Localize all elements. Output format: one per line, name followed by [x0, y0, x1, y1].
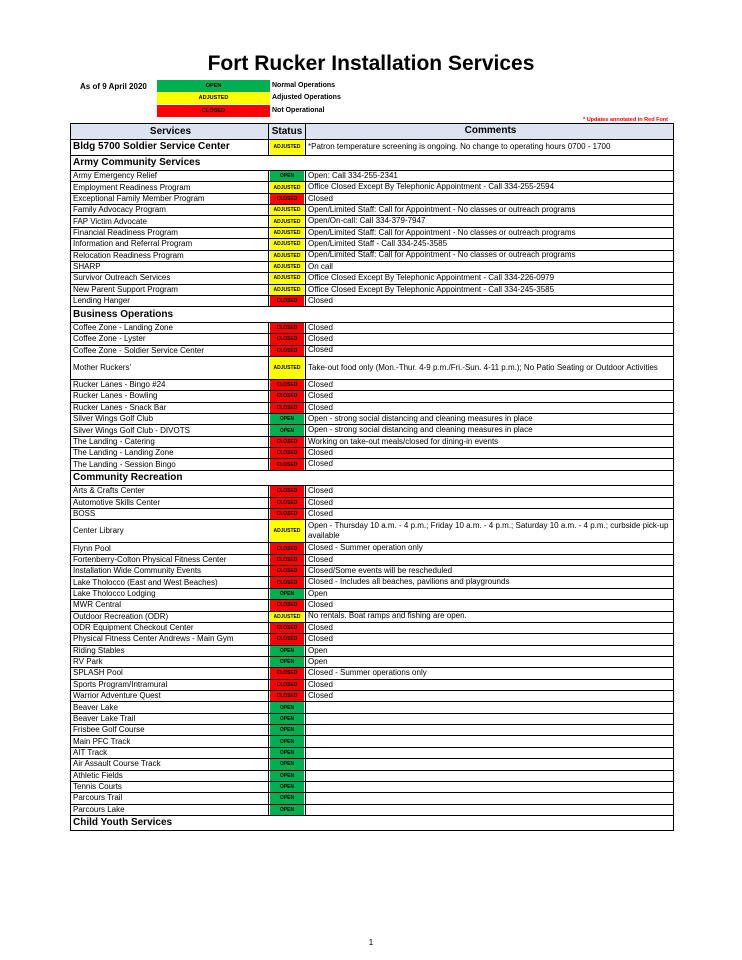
table-row: [71, 758, 673, 769]
table-row: [71, 622, 673, 633]
comment-cell: Closed: [308, 334, 333, 344]
status-cell: [269, 509, 306, 519]
comment-cell: [306, 759, 673, 769]
services-column-header: Services: [71, 124, 269, 139]
status-cell: [269, 680, 306, 690]
status-badge: OPEN: [270, 782, 304, 792]
status-column-header: Status: [269, 124, 306, 139]
comment-cell: Open - strong social distancing and cleaning measures in place: [308, 425, 533, 435]
service-name: Parcours Trail: [71, 793, 269, 803]
status-cell: [269, 239, 306, 249]
table-row: [71, 792, 673, 803]
status-badge: CLOSED: [270, 634, 304, 644]
legend-swatch-adjusted: ADJUSTED: [157, 92, 270, 104]
table-row: [71, 447, 673, 458]
comment-cell: Open/Limited Staff: Call for Appointment - No classes or outreach programs: [308, 227, 576, 237]
comment-cell: Closed - Summer operations only: [308, 668, 427, 678]
legend-label-adjusted: Adjusted Operations: [272, 94, 341, 101]
status-badge: ADJUSTED: [270, 228, 304, 238]
status-cell: [269, 486, 306, 496]
status-badge: OPEN: [270, 702, 304, 712]
status-cell: [269, 357, 306, 379]
status-cell: [269, 498, 306, 508]
table-row: [71, 565, 673, 576]
comment-cell: Closed - Includes all beaches, pavilions and playgrounds: [308, 577, 510, 587]
status-badge: OPEN: [270, 171, 304, 181]
comment-cell: Open/Limited Staff: Call for Appointment - No classes or outreach programs: [308, 205, 576, 215]
service-name: ODR Equipment Checkout Center: [71, 623, 269, 633]
comment-cell: [306, 782, 673, 792]
status-cell: [269, 771, 306, 781]
comment-cell: Closed/Some events will be rescheduled: [308, 566, 453, 575]
legend-swatch-closed: CLOSED: [157, 105, 270, 117]
service-name: Silver Wings Golf Club: [71, 414, 269, 424]
table-row: [71, 804, 673, 815]
status-cell: [269, 285, 306, 295]
status-cell: [269, 805, 306, 815]
service-name: Information and Referral Program: [71, 239, 269, 249]
service-name: Arts & Crafts Center: [71, 486, 269, 496]
services-table: [70, 123, 674, 831]
table-row: [71, 713, 673, 724]
comment-cell: *Patron temperature screening is ongoing. No change to operating hours 0700 - 1700: [308, 142, 611, 151]
comment-cell: Closed: [308, 508, 333, 518]
table-row: [71, 667, 673, 678]
table-row: [71, 542, 673, 553]
comment-cell: Closed: [308, 448, 333, 457]
table-row: [71, 690, 673, 701]
table-row: [71, 735, 673, 746]
service-name: Lake Tholocco Lodging: [71, 589, 269, 599]
as-of-date: As of 9 April 2020: [80, 82, 147, 91]
service-name: Fortenberry-Colton Physical Fitness Center: [71, 555, 269, 565]
comment-cell: Office Closed Except By Telephonic Appointment - Call 334-226-0979: [308, 273, 555, 283]
status-badge: ADJUSTED: [270, 205, 304, 215]
status-badge: CLOSED: [270, 498, 304, 508]
comment-cell: [306, 736, 673, 746]
service-name: Frisbee Golf Course: [71, 725, 269, 735]
service-name: Mother Ruckers': [71, 357, 269, 379]
table-row: [71, 576, 673, 587]
table-row: [71, 238, 673, 249]
section-row: [71, 470, 673, 486]
table-row: [71, 250, 673, 261]
comment-cell: Open/On-call: Call 334-379-7947: [308, 216, 426, 226]
comment-cell: On call: [308, 261, 333, 271]
status-cell: [269, 346, 306, 356]
legend-swatch-open: OPEN: [157, 80, 270, 92]
section-row: [71, 815, 673, 831]
table-row: [71, 599, 673, 610]
status-cell: [269, 555, 306, 565]
service-name: SHARP: [71, 262, 269, 272]
section-row: [71, 306, 673, 322]
comment-cell: Open - Thursday 10 a.m. - 4 p.m.; Friday 10 a.m. - 4 p.m.; Saturday 10 a.m. - 4 p.m.; curbside pick-up available: [308, 520, 669, 541]
status-cell: [269, 262, 306, 272]
status-cell: [269, 691, 306, 701]
service-name: Warrior Adventure Quest: [71, 691, 269, 701]
table-row: [71, 519, 673, 542]
service-name: SPLASH Pool: [71, 668, 269, 678]
comment-cell: Closed: [308, 554, 333, 564]
status-cell: [269, 182, 306, 192]
status-badge: CLOSED: [270, 555, 304, 565]
service-name: Family Advocacy Program: [71, 205, 269, 215]
status-badge: CLOSED: [270, 346, 304, 356]
section-row: [71, 155, 673, 171]
status-badge: ADJUSTED: [270, 140, 304, 155]
service-name: Coffee Zone - Soldier Service Center: [71, 346, 269, 356]
status-badge: OPEN: [270, 657, 304, 667]
table-row: [71, 193, 673, 204]
status-cell: [269, 273, 306, 283]
comment-cell: Closed: [308, 600, 333, 610]
status-cell: [269, 140, 306, 155]
comment-cell: [306, 702, 673, 712]
service-name: Survivor Outreach Services: [71, 273, 269, 283]
service-name: Rucker Lanes - Snack Bar: [71, 403, 269, 413]
table-row: [71, 356, 673, 379]
status-badge: ADJUSTED: [270, 520, 304, 542]
table-row: [71, 261, 673, 272]
table-row: [71, 424, 673, 435]
service-name: Athletic Fields: [71, 771, 269, 781]
service-name: The Landing - Landing Zone: [71, 448, 269, 458]
status-badge: CLOSED: [270, 680, 304, 690]
status-badge: CLOSED: [270, 566, 304, 576]
service-name: RV Park: [71, 657, 269, 667]
status-cell: [269, 194, 306, 204]
service-name: Center Library: [71, 520, 269, 542]
table-row: [71, 322, 673, 333]
comment-cell: Take-out food only (Mon.-Thur. 4-9 p.m./Fri.-Sun. 4-11 p.m.); No Patio Seating or Outdoor Activities: [308, 362, 658, 372]
service-name: Exceptional Family Member Program: [71, 194, 269, 204]
table-row: [71, 611, 673, 622]
comment-cell: [306, 771, 673, 781]
comment-cell: Open: [308, 588, 328, 598]
table-row: [71, 770, 673, 781]
status-badge: OPEN: [270, 748, 304, 758]
comment-cell: Closed: [308, 322, 333, 332]
status-badge: OPEN: [270, 714, 304, 724]
table-header: [71, 124, 673, 139]
page-title: Fort Rucker Installation Services: [207, 52, 535, 75]
status-badge: CLOSED: [270, 448, 304, 458]
status-badge: CLOSED: [270, 334, 304, 344]
comment-cell: Closed - Summer operation only: [308, 543, 423, 553]
table-row: [71, 204, 673, 215]
comment-cell: Closed: [308, 193, 333, 203]
service-name: New Parent Support Program: [71, 285, 269, 295]
status-cell: [269, 736, 306, 746]
status-cell: [269, 759, 306, 769]
comment-cell: Closed: [308, 379, 333, 389]
comment-cell: Open/Limited Staff: Call for Appointment - No classes or outreach programs: [308, 250, 576, 260]
comment-cell: Open - strong social distancing and cleaning measures in place: [308, 413, 533, 423]
status-cell: [269, 448, 306, 458]
section-title: Army Community Services: [73, 156, 201, 168]
status-badge: OPEN: [270, 771, 304, 781]
table-row: [71, 181, 673, 192]
status-badge: ADJUSTED: [270, 357, 304, 379]
service-name: Physical Fitness Center Andrews - Main Gym: [71, 634, 269, 644]
status-cell: [269, 296, 306, 306]
status-badge: CLOSED: [270, 194, 304, 204]
comment-cell: Closed: [308, 345, 333, 355]
status-badge: CLOSED: [270, 459, 304, 469]
service-name: Employment Readiness Program: [71, 182, 269, 192]
section-title: Community Recreation: [73, 472, 183, 484]
table-row: [71, 588, 673, 599]
status-badge: ADJUSTED: [270, 239, 304, 249]
status-badge: OPEN: [270, 736, 304, 746]
service-name: Rucker Lanes - Bowling: [71, 391, 269, 401]
status-badge: OPEN: [270, 414, 304, 424]
status-badge: OPEN: [270, 805, 304, 815]
comment-cell: [306, 725, 673, 735]
status-cell: [269, 403, 306, 413]
status-cell: [269, 714, 306, 724]
status-badge: CLOSED: [270, 403, 304, 413]
table-row: [71, 272, 673, 283]
status-cell: [269, 577, 306, 587]
service-name: Lending Hanger: [71, 296, 269, 306]
section-row: [71, 139, 673, 155]
service-name: MWR Central: [71, 600, 269, 610]
service-name: Beaver Lake Trail: [71, 714, 269, 724]
legend-label-closed: Not Operational: [272, 107, 325, 114]
status-cell: [269, 725, 306, 735]
comment-cell: [306, 805, 673, 815]
status-cell: [269, 171, 306, 181]
comment-cell: Working on take-out meals/closed for dining-in events: [308, 436, 499, 446]
comment-cell: Closed: [308, 691, 333, 700]
comment-cell: [306, 714, 673, 724]
service-name: Coffee Zone - Landing Zone: [71, 323, 269, 333]
status-badge: CLOSED: [270, 668, 304, 678]
status-badge: ADJUSTED: [270, 216, 304, 226]
comment-cell: Open: [308, 645, 328, 655]
comment-cell: No rentals. Boat ramps and fishing are open.: [308, 611, 467, 621]
comment-cell: [306, 793, 673, 803]
comment-cell: Closed: [308, 402, 333, 412]
service-name: The Landing - Catering: [71, 437, 269, 447]
status-cell: [269, 543, 306, 553]
service-name: Tennis Courts: [71, 782, 269, 792]
status-cell: [269, 589, 306, 599]
update-note: * Updates annotated in Red Font: [583, 117, 668, 123]
status-badge: CLOSED: [270, 437, 304, 447]
legend-label-open: Normal Operations: [272, 82, 336, 89]
service-name: Relocation Readiness Program: [71, 251, 269, 261]
status-cell: [269, 205, 306, 215]
comment-cell: Office Closed Except By Telephonic Appointment - Call 334-255-2594: [308, 182, 555, 192]
table-row: [71, 436, 673, 447]
status-cell: [269, 566, 306, 576]
table-row: [71, 747, 673, 758]
table-row: [71, 379, 673, 390]
status-badge: OPEN: [270, 793, 304, 803]
comment-cell: Closed: [308, 497, 333, 507]
service-name: Automotive Skills Center: [71, 498, 269, 508]
status-cell: [269, 702, 306, 712]
comment-cell: Open: [308, 656, 328, 666]
status-cell: [269, 228, 306, 238]
service-name: Air Assault Course Track: [71, 759, 269, 769]
section-title: Bldg 5700 Soldier Service Center: [71, 140, 269, 155]
service-name: Parcours Lake: [71, 805, 269, 815]
section-title: Child Youth Services: [73, 817, 173, 829]
status-badge: OPEN: [270, 425, 304, 435]
service-name: Financial Readiness Program: [71, 228, 269, 238]
status-badge: ADJUSTED: [270, 273, 304, 283]
table-row: [71, 701, 673, 712]
table-row: [71, 485, 673, 496]
status-badge: ADJUSTED: [270, 182, 304, 192]
status-badge: CLOSED: [270, 623, 304, 633]
table-row: [71, 633, 673, 644]
table-row: [71, 645, 673, 656]
table-row: [71, 554, 673, 565]
status-cell: [269, 646, 306, 656]
table-row: [71, 215, 673, 226]
status-badge: OPEN: [270, 725, 304, 735]
table-row: [71, 458, 673, 469]
status-badge: OPEN: [270, 646, 304, 656]
table-row: [71, 656, 673, 667]
status-cell: [269, 414, 306, 424]
service-name: Beaver Lake: [71, 702, 269, 712]
status-cell: [269, 600, 306, 610]
service-name: The Landing - Session Bingo: [71, 459, 269, 469]
status-badge: CLOSED: [270, 577, 304, 587]
service-name: Army Emergency Relief: [71, 171, 269, 181]
service-name: Main PFC Track: [71, 736, 269, 746]
comment-cell: Open: Call 334-255-2341: [308, 171, 398, 180]
service-name: FAP Victim Advocate: [71, 216, 269, 226]
table-row: [71, 284, 673, 295]
status-badge: CLOSED: [270, 691, 304, 701]
status-badge: CLOSED: [270, 509, 304, 519]
status-cell: [269, 668, 306, 678]
status-badge: OPEN: [270, 589, 304, 599]
service-name: Sports Program/Intramural: [71, 680, 269, 690]
service-name: Lake Tholocco (East and West Beaches): [71, 577, 269, 587]
service-name: Coffee Zone - Lyster: [71, 334, 269, 344]
status-cell: [269, 216, 306, 226]
table-row: [71, 679, 673, 690]
status-badge: CLOSED: [270, 391, 304, 401]
table-row: [71, 781, 673, 792]
table-row: [71, 497, 673, 508]
table-row: [71, 295, 673, 306]
status-badge: CLOSED: [270, 323, 304, 333]
service-name: Flynn Pool: [71, 543, 269, 553]
table-row: [71, 724, 673, 735]
status-badge: ADJUSTED: [270, 251, 304, 261]
status-cell: [269, 425, 306, 435]
status-cell: [269, 323, 306, 333]
status-badge: ADJUSTED: [270, 285, 304, 295]
table-row: [71, 390, 673, 401]
section-title: Business Operations: [73, 308, 174, 320]
table-row: [71, 227, 673, 238]
service-name: Riding Stables: [71, 646, 269, 656]
status-cell: [269, 612, 306, 622]
status-cell: [269, 748, 306, 758]
status-badge: OPEN: [270, 759, 304, 769]
comment-cell: Closed: [308, 622, 333, 632]
table-row: [71, 508, 673, 519]
service-name: BOSS: [71, 509, 269, 519]
page-number: 1: [368, 938, 374, 947]
comment-cell: Open/Limited Staff - Call 334-245-3585: [308, 239, 448, 249]
service-name: Silver Wings Golf Club - DIVOTS: [71, 425, 269, 435]
status-cell: [269, 623, 306, 633]
comment-cell: Closed: [308, 634, 333, 644]
status-badge: CLOSED: [270, 380, 304, 390]
service-name: Installation Wide Community Events: [71, 566, 269, 576]
table-row: [71, 402, 673, 413]
service-name: AIT Track: [71, 748, 269, 758]
service-name: Outdoor Recreation (ODR): [71, 612, 269, 622]
status-badge: CLOSED: [270, 296, 304, 306]
table-row: [71, 413, 673, 424]
comment-cell: [306, 748, 673, 758]
comment-cell: Closed: [308, 486, 333, 496]
status-cell: [269, 634, 306, 644]
comment-cell: Closed: [308, 391, 333, 401]
status-badge: CLOSED: [270, 600, 304, 610]
status-badge: CLOSED: [270, 543, 304, 553]
comment-cell: Closed: [308, 679, 333, 689]
status-cell: [269, 251, 306, 261]
status-cell: [269, 793, 306, 803]
status-badge: ADJUSTED: [270, 612, 304, 622]
status-cell: [269, 437, 306, 447]
status-cell: [269, 782, 306, 792]
status-cell: [269, 380, 306, 390]
status-badge: CLOSED: [270, 486, 304, 496]
table-row: [71, 333, 673, 344]
status-cell: [269, 657, 306, 667]
table-row: [71, 345, 673, 356]
comment-cell: Closed: [308, 459, 333, 469]
comment-cell: Office Closed Except By Telephonic Appointment - Call 334-245-3585: [308, 284, 555, 294]
status-cell: [269, 520, 306, 542]
status-cell: [269, 391, 306, 401]
comments-column-header: Comments: [464, 125, 517, 137]
status-badge: ADJUSTED: [270, 262, 304, 272]
status-cell: [269, 334, 306, 344]
service-name: Rucker Lanes - Bingo #24: [71, 380, 269, 390]
status-cell: [269, 459, 306, 469]
comment-cell: Closed: [308, 295, 333, 305]
table-row: [71, 170, 673, 181]
